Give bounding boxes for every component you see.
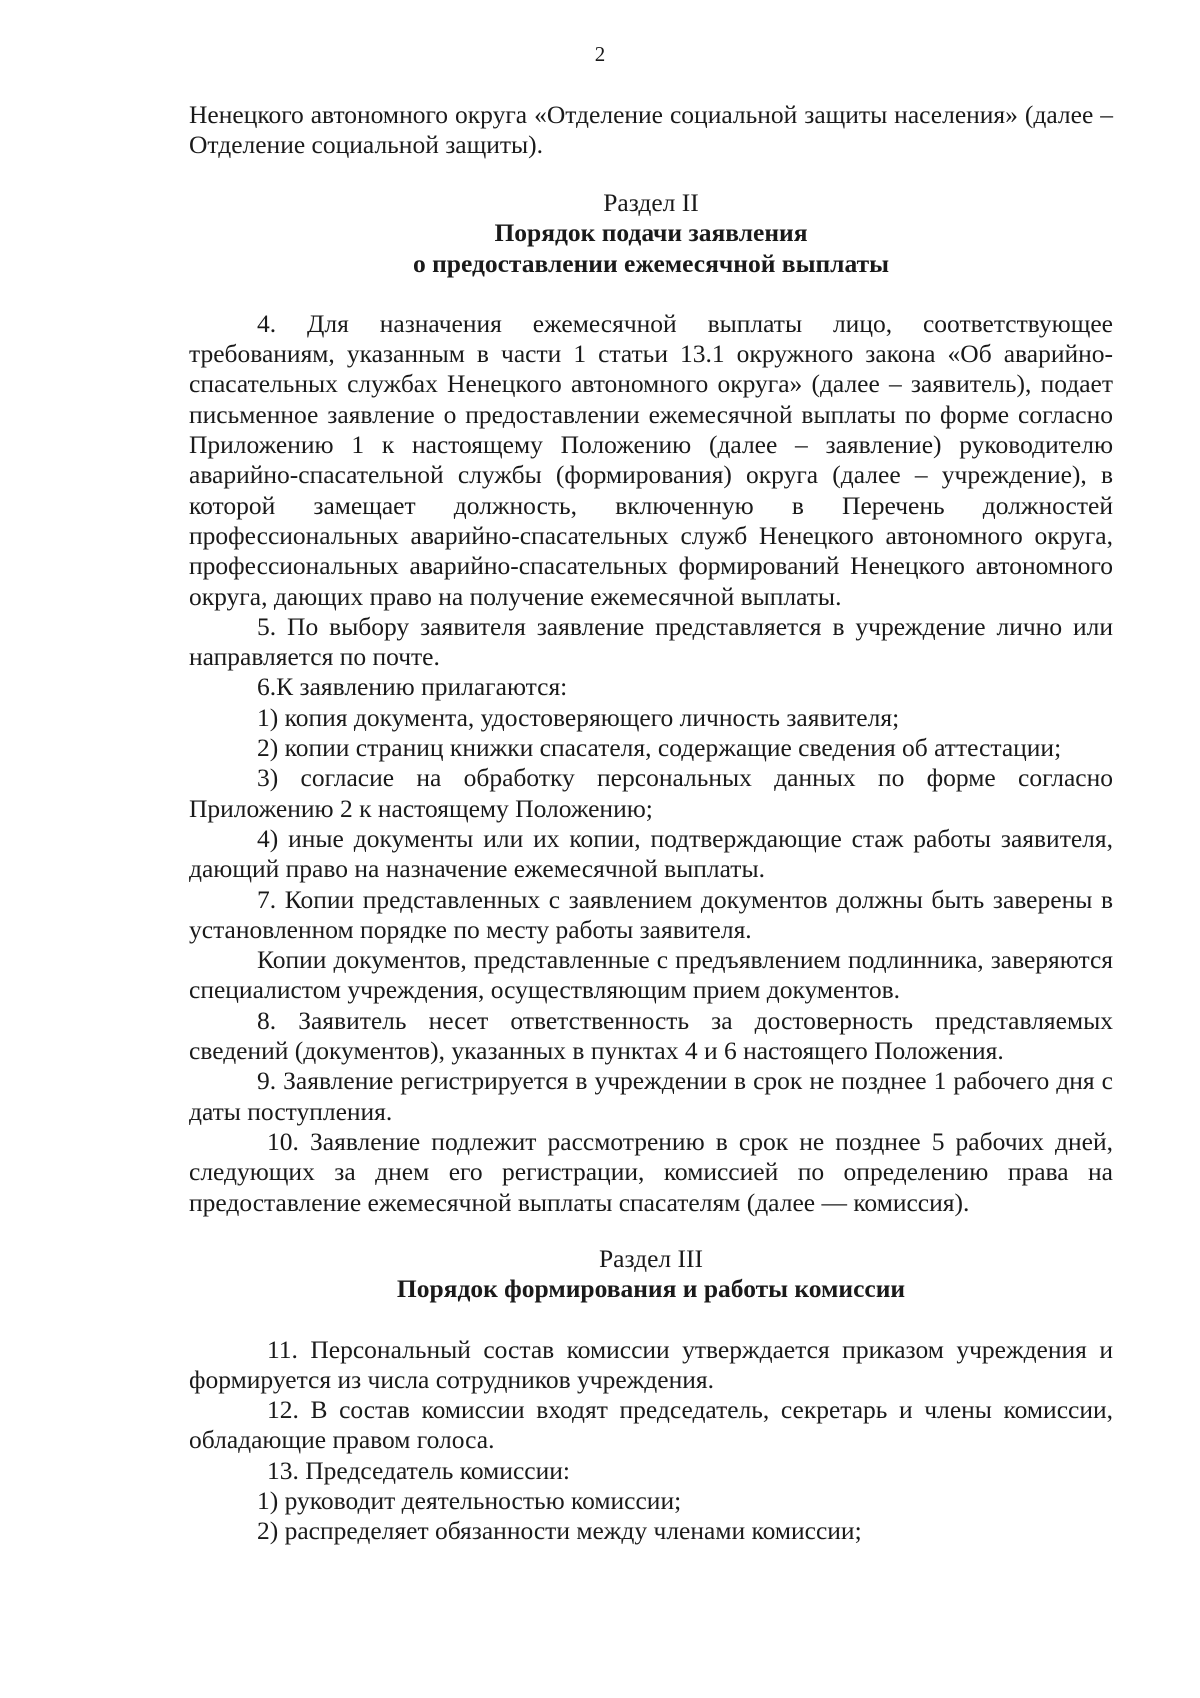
paragraph-11: 11. Персональный состав комиссии утверждается приказом учреждения и формируется из числа сотрудников учреждения.	[189, 1334, 1113, 1394]
list-item: 1) руководит деятельностью комиссии;	[257, 1486, 682, 1516]
intro-block	[189, 100, 1113, 161]
paragraph-7: 7. Копии представленных с заявлением документов должны быть заверены в установленном порядке по месту работы заявителя.	[189, 884, 1113, 944]
paragraph-13: 13. Председатель комиссии:	[267, 1455, 570, 1485]
section-3-title: Порядок формирования и работы комиссии	[396, 1274, 906, 1304]
list-item: 3) согласие на обработку персональных данных по форме согласно Приложению 2 к настоящему Положению;	[189, 763, 1113, 823]
paragraph-12: 12. В состав комиссии входят председатель, секретарь и члены комиссии, обладающие правом голоса.	[189, 1395, 1113, 1455]
section-3-heading: Раздел III	[599, 1244, 703, 1273]
list-item: 2) копии страниц книжки спасателя, содержащие сведения об аттестации;	[257, 733, 1062, 763]
page-number: 2	[594, 42, 606, 66]
paragraph-4: 4. Для назначения ежемесячной выплаты лицо, соответствующее требованиям, указанным в части 1 статьи 13.1 окружного закона «Об аварийно-спасательных службах Ненецкого автономного округа» (далее – заявитель), подает письменное заявление о предоставлении ежемесячной выплаты по форме согласно Приложению 1 к настоящему Положению (далее – заявление) руководителю аварийно-спасательной службы (формирования) округа (далее – учреждение), в которой замещает должность, включенную в Перечень должностей профессиональных аварийно-спасательных служб Ненецкого автономного округа, профессиональных аварийно-спасательных формирований Ненецкого автономного округа, дающих право на получение ежемесячной выплаты.	[189, 308, 1113, 611]
section-3	[189, 1244, 1113, 1547]
section-2-title-line1: Порядок подачи заявления	[494, 218, 808, 248]
list-item: 4) иные документы или их копии, подтверждающие стаж работы заявителя, дающий право на назначение ежемесячной выплаты.	[189, 823, 1113, 884]
paragraph-7-continued: Копии документов, представленные с предъявлением подлинника, заверяются специалистом учреждения, осуществляющим прием документов.	[189, 945, 1113, 1005]
list-item: 1) копия документа, удостоверяющего личность заявителя;	[257, 702, 900, 732]
list-item: 2) распределяет обязанности между членами комиссии;	[257, 1516, 862, 1546]
section-2-title-line2: о предоставлении ежемесячной выплаты	[412, 248, 890, 278]
paragraph-6: 6.К заявлению прилагаются:	[257, 672, 568, 702]
intro-paragraph: Ненецкого автономного округа «Отделение социальной защиты населения» (далее – Отделение социальной защиты).	[189, 100, 1113, 160]
paragraph-9: 9. Заявление регистрируется в учреждении в срок не позднее 1 рабочего дня с даты поступления.	[189, 1066, 1113, 1126]
paragraph-5: 5. По выбору заявителя заявление представляется в учреждение лично или направляется по почте.	[189, 611, 1113, 672]
section-2-heading: Раздел II	[603, 188, 699, 217]
section-2	[189, 188, 1113, 1218]
paragraph-8: 8. Заявитель несет ответственность за достоверность представляемых сведений (документов), указанных в пунктах 4 и 6 настоящего Положения.	[189, 1005, 1113, 1066]
paragraph-10: 10. Заявление подлежит рассмотрению в срок не позднее 5 рабочих дней, следующих за днем его регистрации, комиссией по определению права на предоставление ежемесячной выплаты спасателям (далее — комиссия).	[189, 1126, 1113, 1217]
